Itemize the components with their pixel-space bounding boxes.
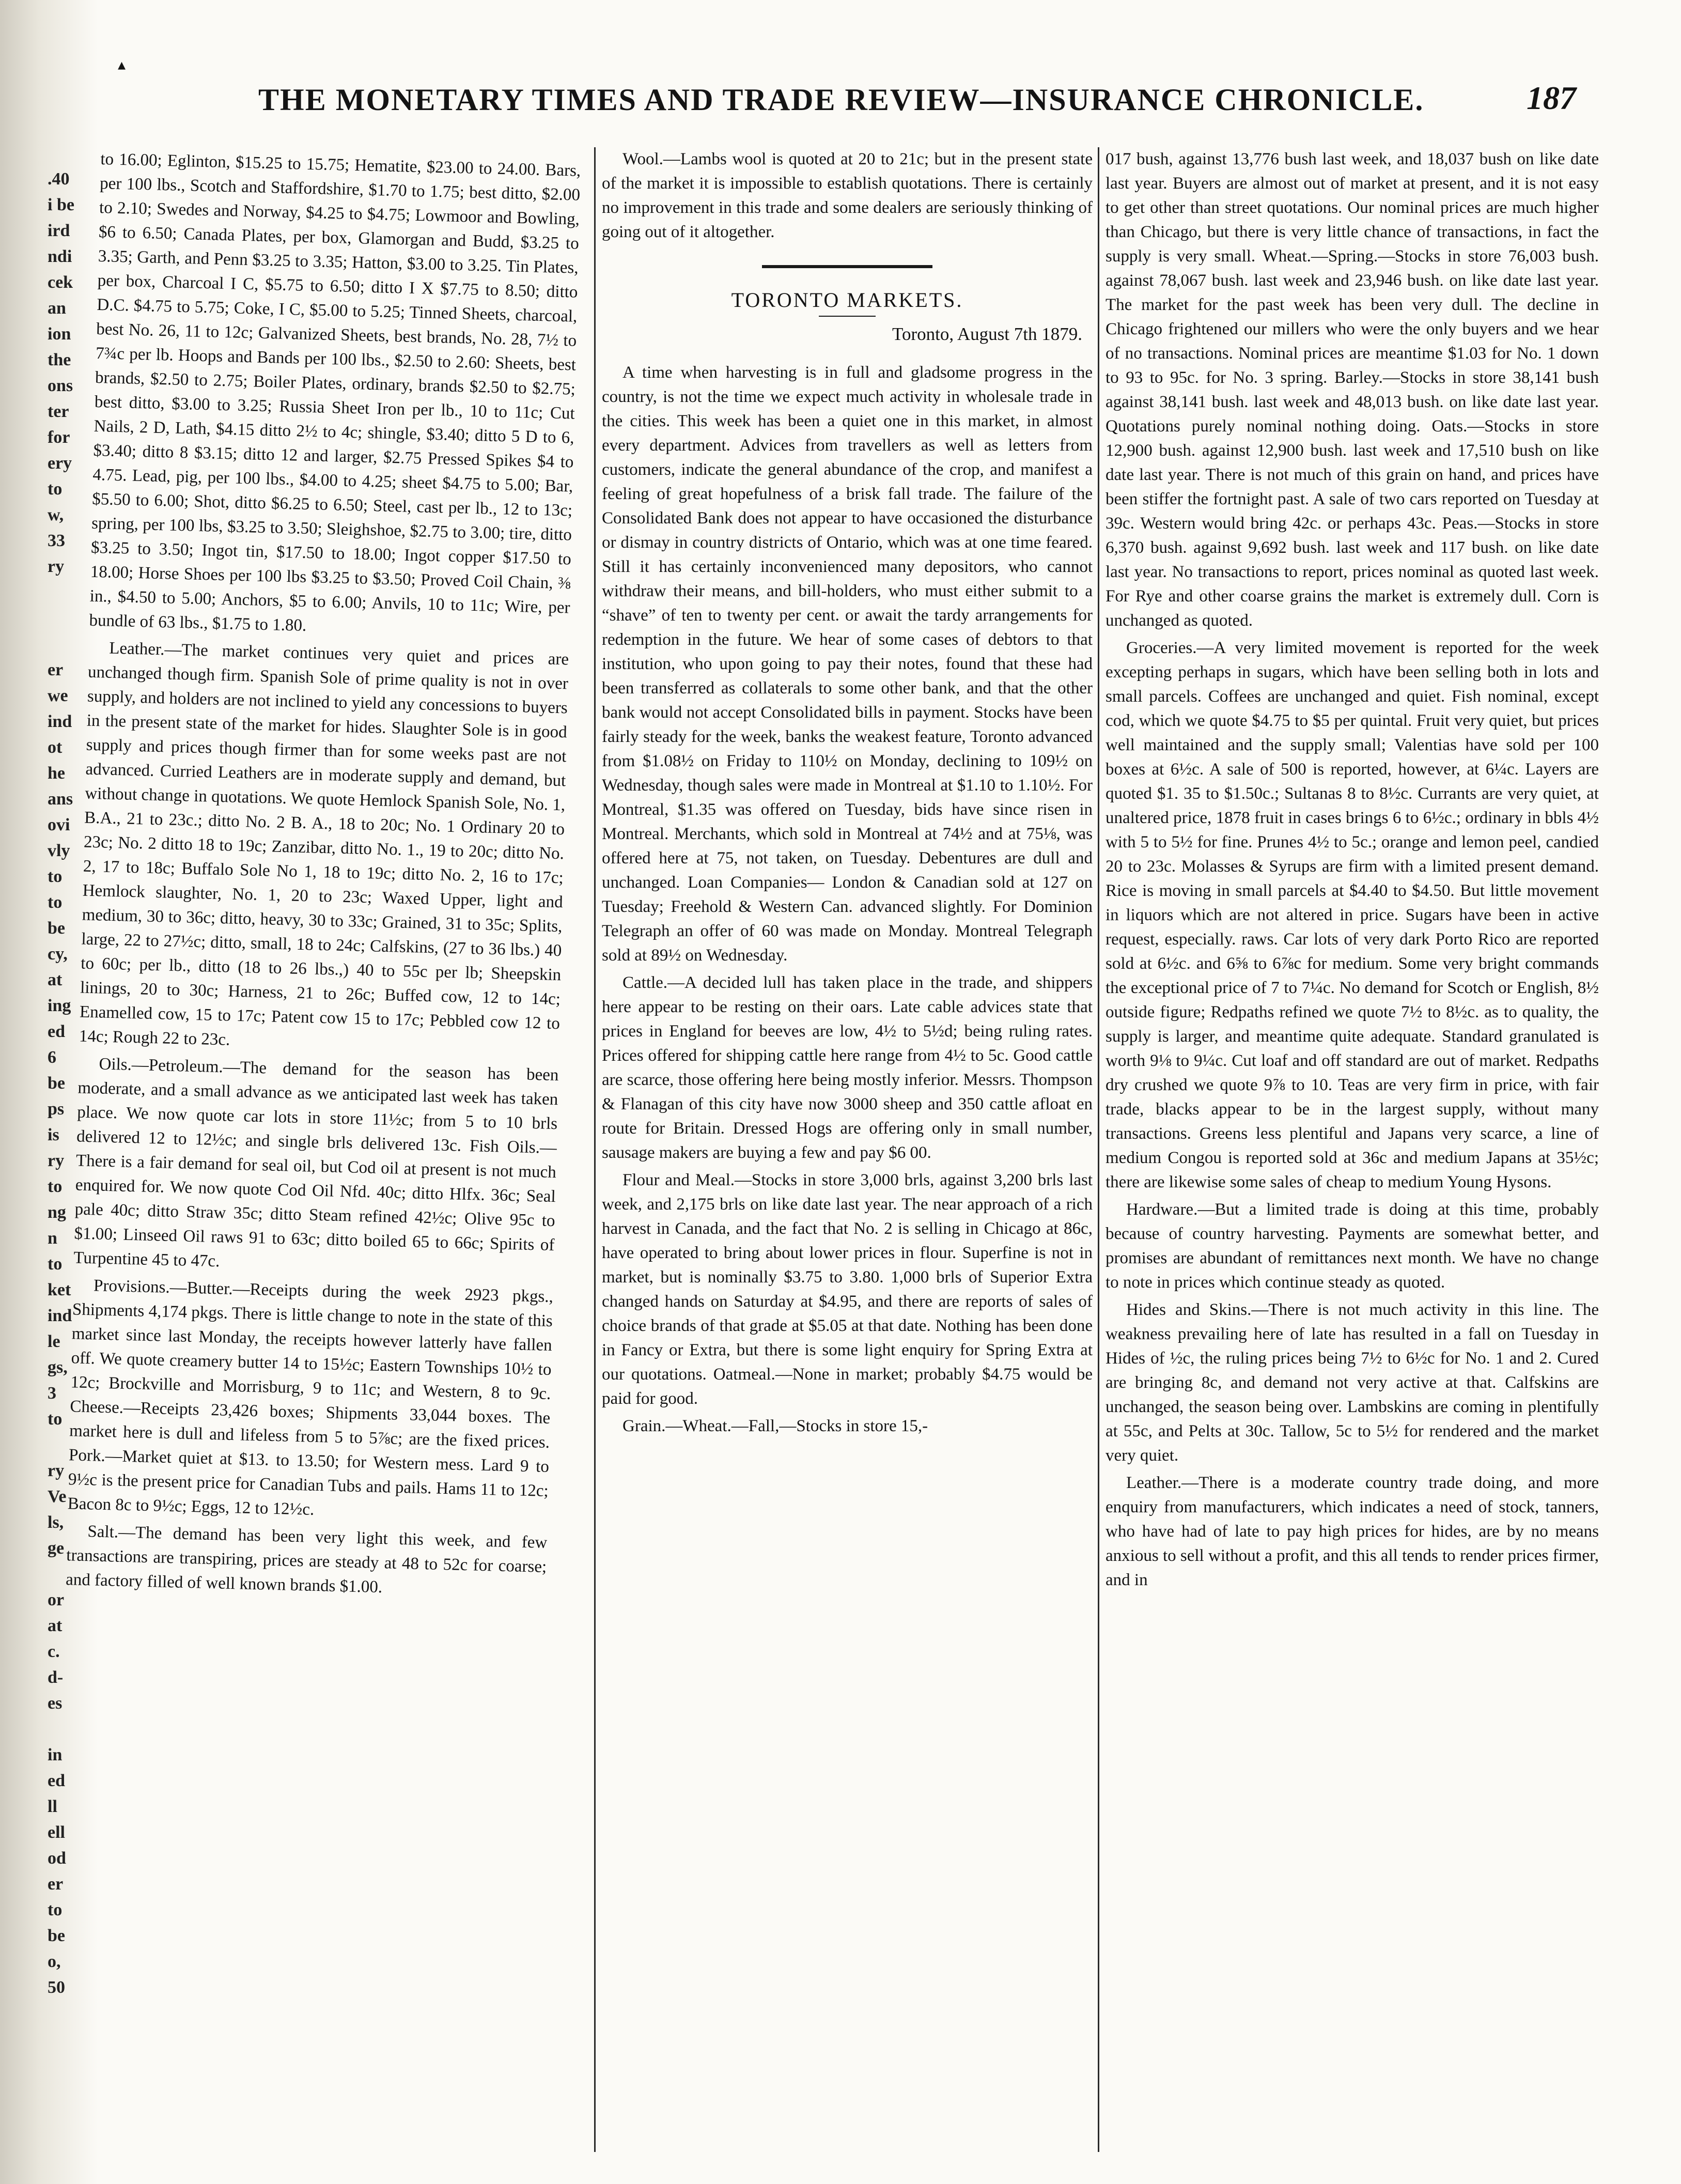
flour-paragraph: Flour and Meal.—Stocks in store 3,000 brls, against 3,200 brls last week, and 2,175 brls on like date last year. The near approach of a rich harvest in Canada, and the fact that No. 2 is selling in Chicago at 86c, have operated to bring about lower prices in flour. Superfine is not in market, but is nominally $3.75 to 3.80. 1,000 brls of Superior Extra changed hands on Saturday at $4.95, and there are reports of sales of choice brands of that grade at $5.05 at that date. Nothing has been done in Fancy or Extra, but there is some light enquiry for Spring Extra at our quotations. Oatmeal.—None in market; probably $4.75 would be paid for good. <box>602 1171 1093 1408</box>
column-right <box>1106 147 1599 2152</box>
section-title: TORONTO MARKETS. <box>731 288 963 312</box>
title-underline <box>819 316 876 317</box>
section-divider <box>762 265 932 268</box>
hardware-paragraph: Hardware.—But a limited trade is doing at this time, probably because of country harvesting. Payments are somewhat better, and promises are abundant of remittances next month. We have no change to note in prices which continue steady as quoted. <box>1106 1200 1599 1292</box>
market-overview-paragraph: A time when harvesting is in full and gladsome progress in the country, is not the time we expect much activity in wholesale trade in the cities. This week has been a quiet one in this market, in almost every department. Advices from travellers as well as letters from customers, indicate the general abundance of the crop, and manifest a feeling of great hopefulness of a brisk fall trade. The failure of the Consolidated Bank does not appear to have occasioned the disturbance or dismay in country districts of Ontario, which was at one time feared. Still it has certainly inconvenienced many depositors, who cannot withdraw their means, and bill-holders, who must either submit to a “shave” of ten to twenty per cent. or await the tardy arrangements for redemption in the future. We hear of some cases of debtors to that institution, who upon going to pay their notes, found that these had been transferred as collaterals to some other bank, and that the other bank would not accept Consolidated bills in payment. Stocks have been fairly steady for the week, banks the weakest feature, Toronto advanced from $1.08½ on Friday to 110½ on Monday, declining to 109½ on Wednesday, though sales were made in Montreal at $1.10 to 1.10½. For Montreal, $1.35 was offered on Tuesday, bids have since risen in Montreal. Merchants, which sold in Montreal at 74½ and at 75⅛, was offered here at 75, not taken, on Tuesday. Debentures are dull and unchanged. Loan Companies— London & Canadian sold at 127 on Tuesday; Freehold & Western Can. advanced slightly. For Dominion Telegraph an offer of 60 was made on Monday. Montreal Telegraph sold at 89½ on Wednesday. <box>602 363 1093 965</box>
column-left <box>52 147 581 2163</box>
cattle-paragraph: Cattle.—A decided lull has taken place in the trade, and shippers here appear to be resting on their oars. Late cable advices state that prices in England for beeves are low, 4½ to 5½d; being ruling rates. Prices offered for shipping cattle here range from 4½ to 5c. Good cattle are scarce, those offering here being mostly inferior. Messrs. Thompson & Flanagan of this city have now 3000 sheep and 350 cattle afloat en route for Britain. Dressed Hogs are offering only in small number, sausage makers are buying a few and pay $6 00. <box>602 973 1093 1162</box>
wool-paragraph: Wool.—Lambs wool is quoted at 20 to 21c; but in the present state of the market it is impossible to establish quotations. There is certainly no improvement in this trade and some dealers are seriously thinking of going out of it altogether. <box>602 150 1093 241</box>
column-middle <box>602 147 1093 2152</box>
salt-paragraph: Salt.—The demand has been very light this week, and few transactions are transpiring, prices are steady at 48 to 52c for coarse; and factory filled of well known brands $1.00. <box>65 1522 548 1597</box>
hides-paragraph: Hides and Skins.—There is not much activity in this line. The weakness prevailing here of late has resulted in a fall on Tuesday in Hides of ½c, the ruling prices being 7½ to 6½c for No. 1 and 2. Cured are bringing 8c, and demand not very active at that. Calfskins are unchanged, the season being over. Lambskins are coming in plentifully at 55c, and Pelts at 30c. Tallow, 5c to 5½ for rendered and the market very quiet. <box>1106 1300 1599 1465</box>
column-rule <box>1098 147 1099 2152</box>
leather-paragraph: Leather.—The market continues very quiet and prices are unchanged though firm. Spanish Sole of prime quality is not in over supply, and holders are not inclined to yield any concessions to buyers in the present state of the market for hides. Slaughter Sole is in good supply and prices though firmer than for some weeks past are not advanced. Curried Leathers are in moderate supply and demand, but without change in quotations. We quote Hemlock Spanish Sole, No. 1, B.A., 21 to 23c.; ditto No. 2 B. A., 18 to 20c; No. 1 Ordinary 20 to 23c; No. 2 ditto 18 to 19c; Zanzibar, ditto No. 1., 19 to 20c; ditto No. 2, 17 to 18c; Buffalo Sole No 1, 18 to 19c; ditto No. 2, 16 to 17c; Hemlock slaughter, No. 1, 20 to 23c; Waxed Upper, light and medium, 30 to 36c; ditto, heavy, 30 to 33c; Grained, 31 to 35c; Splits, large, 22 to 27½c; ditto, small, 18 to 24c; Calfskins, (27 to 36 lbs.) 40 to 60c; per lb., ditto (18 to 26 lbs.,) 40 to 55c per lb; Sheepskin linings, 20 to 30c; Harness, 21 to 26c; Buffed cow, 12 to 14c; Enamelled cow, 15 to 17c; Patent cow 15 to 17c; Pebbled cow 12 to 14c; Rough 22 to 23c. <box>79 639 569 1049</box>
page-number: 187 <box>1527 80 1576 116</box>
grain-paragraph: Grain.—Wheat.—Fall,—Stocks in store 15,- <box>622 1417 928 1435</box>
grain-continued-paragraph: 017 bush, against 13,776 bush last week, and 18,037 bush on like date last year. Buyers are almost out of market at present, and it is not easy to get other than street quotations. Our nominal prices are much higher than Chicago, but there is very little chance of transactions, in fact the supply is very small. Wheat.—Spring.—Stocks in store 76,003 bush. against 78,067 bush. last week and 23,946 bush. on like date last year. The market for the past week has been very dull. The decline in Chicago frightened our millers who were the only buyers and we hear of no transactions. Nominal prices are meantime $1.03 for No. 1 down to 93 to 95c. for No. 3 spring. Barley.—Stocks in store 38,141 bush against 38,141 bush. last week and 48,013 bush. on like date last year. Quotations purely nominal nothing doing. Oats.—Stocks in store 12,900 bush. against 12,900 bush. last week and 17,510 bush on like date last year. There is not much of this grain on hand, and prices have been stiffer the fortnight past. A sale of two cars reported on Tuesday at 39c. Western would bring 42c. or perhaps 43c. Peas.—Stocks in store 6,370 bush. against 9,692 bush. last week and 117 bush. on like date last year. No transactions to report, prices nominal as quoted last week. For Rye and other coarse grains the market is extremely dull. Corn is unchanged as quoted. <box>1106 150 1599 630</box>
oils-paragraph: Oils.—Petroleum.—The demand for the season has been moderate, and a small advance as we anticipated last week has taken place. We now quote car lots in store 11½c; from 5 to 10 brls delivered 12 to 12½c; and single brls delivered 13c. Fish Oils.—There is a fair demand for seal oil, but Cod oil at present is not much enquired for. We now quote Cod Oil Nfd. 40c; ditto Hlfx. 36c; Seal pale 40c; ditto Straw 35c; ditto Steam refined 42½c; Olive 95c to $1.00; Linseed Oil raws 91 to 63c; ditto boiled 65 to 66c; Spirits of Turpentine 45 to 47c. <box>73 1055 559 1271</box>
groceries-paragraph: Groceries.—A very limited movement is reported for the week excepting perhaps in sugars, which have been selling both in lots and small parcels. Coffees are unchanged and quiet. Fish nominal, except cod, which we quote $4.75 to $5 per quintal. Fruit very quiet, but prices well maintained and the supply small; Valentias have sold per 100 boxes at 6½c. A sale of 500 is reported, however, at 6¼c. Layers are quoted $1. 35 to $1.50c.; Sultanas 8 to 8½c. Currants are very quiet, at unaltered price, 1878 fruit in cases brings 6 to 6½c.; ordinary in bbls 4½ with 5 to 5½ for fine. Prunes 4½ to 5c.; orange and lemon peel, candied 20 to 23c. Molasses & Syrups are firm with a limited present demand. Rice is moving in small parcels at $4.40 to $4.50. But little movement in liquors which are not altered in price. Sugars have been in active request, especially. raws. Car lots of very dark Porto Rico are reported sold at 6½c. and 6⅝ to 6⅞c for medium. Some very bright commands the exceptional price of 7 to 7¼c. No demand for Scotch or English, 8½ outside figure; Redpaths refined we quote 7½ to 8½c. as to quality, the supply is larger, and meantime quite adequate. Standard granulated is worth 9⅛ to 9¼c. Cut loaf and off standard are out of market. Redpaths dry crushed we quote 9⅞ to 10. Teas are very firm in price, with fair trade, blacks appear to be in the largest supply, without many transactions. Greens less plentiful and Japans very scarce, a line of medium Congou is reported sold at 36c and medium Japans at 35½c; there are likewise some sales of cheap to medium Young Hysons. <box>1106 639 1599 1191</box>
running-title: THE MONETARY TIMES AND TRADE REVIEW—INSURANCE CHRONICLE. <box>258 83 1424 117</box>
margin-mark: ▴ <box>118 56 126 73</box>
iron-prices-paragraph: to 16.00; Eglinton, $15.25 to 15.75; Hematite, $23.00 to 24.00. Bars, per 100 lbs., Scotch and Staffordshire, $1.70 to 1.75; best ditto, $2.00 to 2.10; Swedes and Norway, $4.25 to $4.75; Lowmoor and Bowling, $6 to 6.50; Canada Plates, per box, Glamorgan and Budd, $3.25 to 3.35; Garth, and Penn $3.25 to 3.35; Hatton, $3.00 to 3.25. Tin Plates, per box, Charcoal I C, $5.75 to 6.50; ditto I X $7.75 to 8.50; ditto D.C. $4.75 to 5.75; Coke, I C, $5.00 to 5.25; Tinned Sheets, charcoal, best No. 26, 11 to 12c; Galvanized Sheets, best brands, No. 28, 7½ to 7¾c per lb. Hoops and Bands per 100 lbs., $2.50 to 2.60: Sheets, best brands, $2.50 to 2.75; Boiler Plates, ordinary, brands $2.50 to $2.75; best ditto, $3.00 to 3.25; Russia Sheet Iron per lb., 10 to 11c; Cut Nails, 2 D, Lath, $4.15 ditto 2½ to 4c; shingle, $3.40; ditto 5 D to 6, $3.40; ditto 8 $3.15; ditto 12 and larger, $2.75 Pressed Spikes $4 to 4.75. Lead, pig, per 100 lbs., $4.00 to 4.25; sheet $4.75 to 5.00; Bar, $5.50 to 6.00; Shot, ditto $6.25 to 6.50; Steel, cast per lb., 12 to 13c; spring, per 100 lbs, $3.25 to 3.50; Sleighshoe, $2.75 to 3.00; tire, ditto $3.25 to 3.50; Ingot tin, $17.50 to 18.00; Ingot copper $17.50 to 18.00; Horse Shoes per 100 lbs $3.25 to $3.50; Proved Coil Chain, ⅜ in., $4.50 to 5.00; Anchors, $5 to 6.00; Anvils, 10 to 11c; Wire, per bundle of 63 lbs., $1.75 to 1.80. <box>89 149 581 636</box>
binding-gutter: .40 i be ird ndi cek an ion the ons ter for ery to w, 33 ry er we ind ot he ans ovi vly to to be cy, at ing ed 6 be ps is ry to ng n to ket ind le gs, 3 to ry Ve ls, ge or at c. d- es in ed ll ell od er to be o, 50 <box>0 0 98 2184</box>
dateline: Toronto, August 7th 1879. <box>892 324 1082 344</box>
column-rule <box>594 147 596 2152</box>
provisions-paragraph: Provisions.—Butter.—Receipts during the week 2923 pkgs., Shipments 4,174 pkgs. There is little change to note in the state of this market since last Monday, the receipts however latterly have fallen off. We quote creamery butter 14 to 15½c; Eastern Townships 10½ to 12c; Brockville and Morrisburg, 9 to 11c; and Western, 8 to 9c. Cheese.—Receipts 23,426 boxes; Shipments 33,044 boxes. The market here is dull and lifeless from 5 to 5⅞c; are the fixed prices. Pork.—Market quiet at $13. to 13.50; for Western mess. Lard 9 to 9½c is the present price for Canadian Tubs and pails. Hams 11 to 12c; Bacon 8c to 9½c; Eggs, 12 to 12½c. <box>67 1276 554 1519</box>
leather-toronto-paragraph: Leather.—There is a moderate country trade doing, and more enquiry from manufacturers, which indicates a need of stock, tanners, who have had of late to pay high prices for hides, are by no means anxious to sell without a profit, and this all tends to render prices firmer, and in <box>1106 1474 1599 1589</box>
